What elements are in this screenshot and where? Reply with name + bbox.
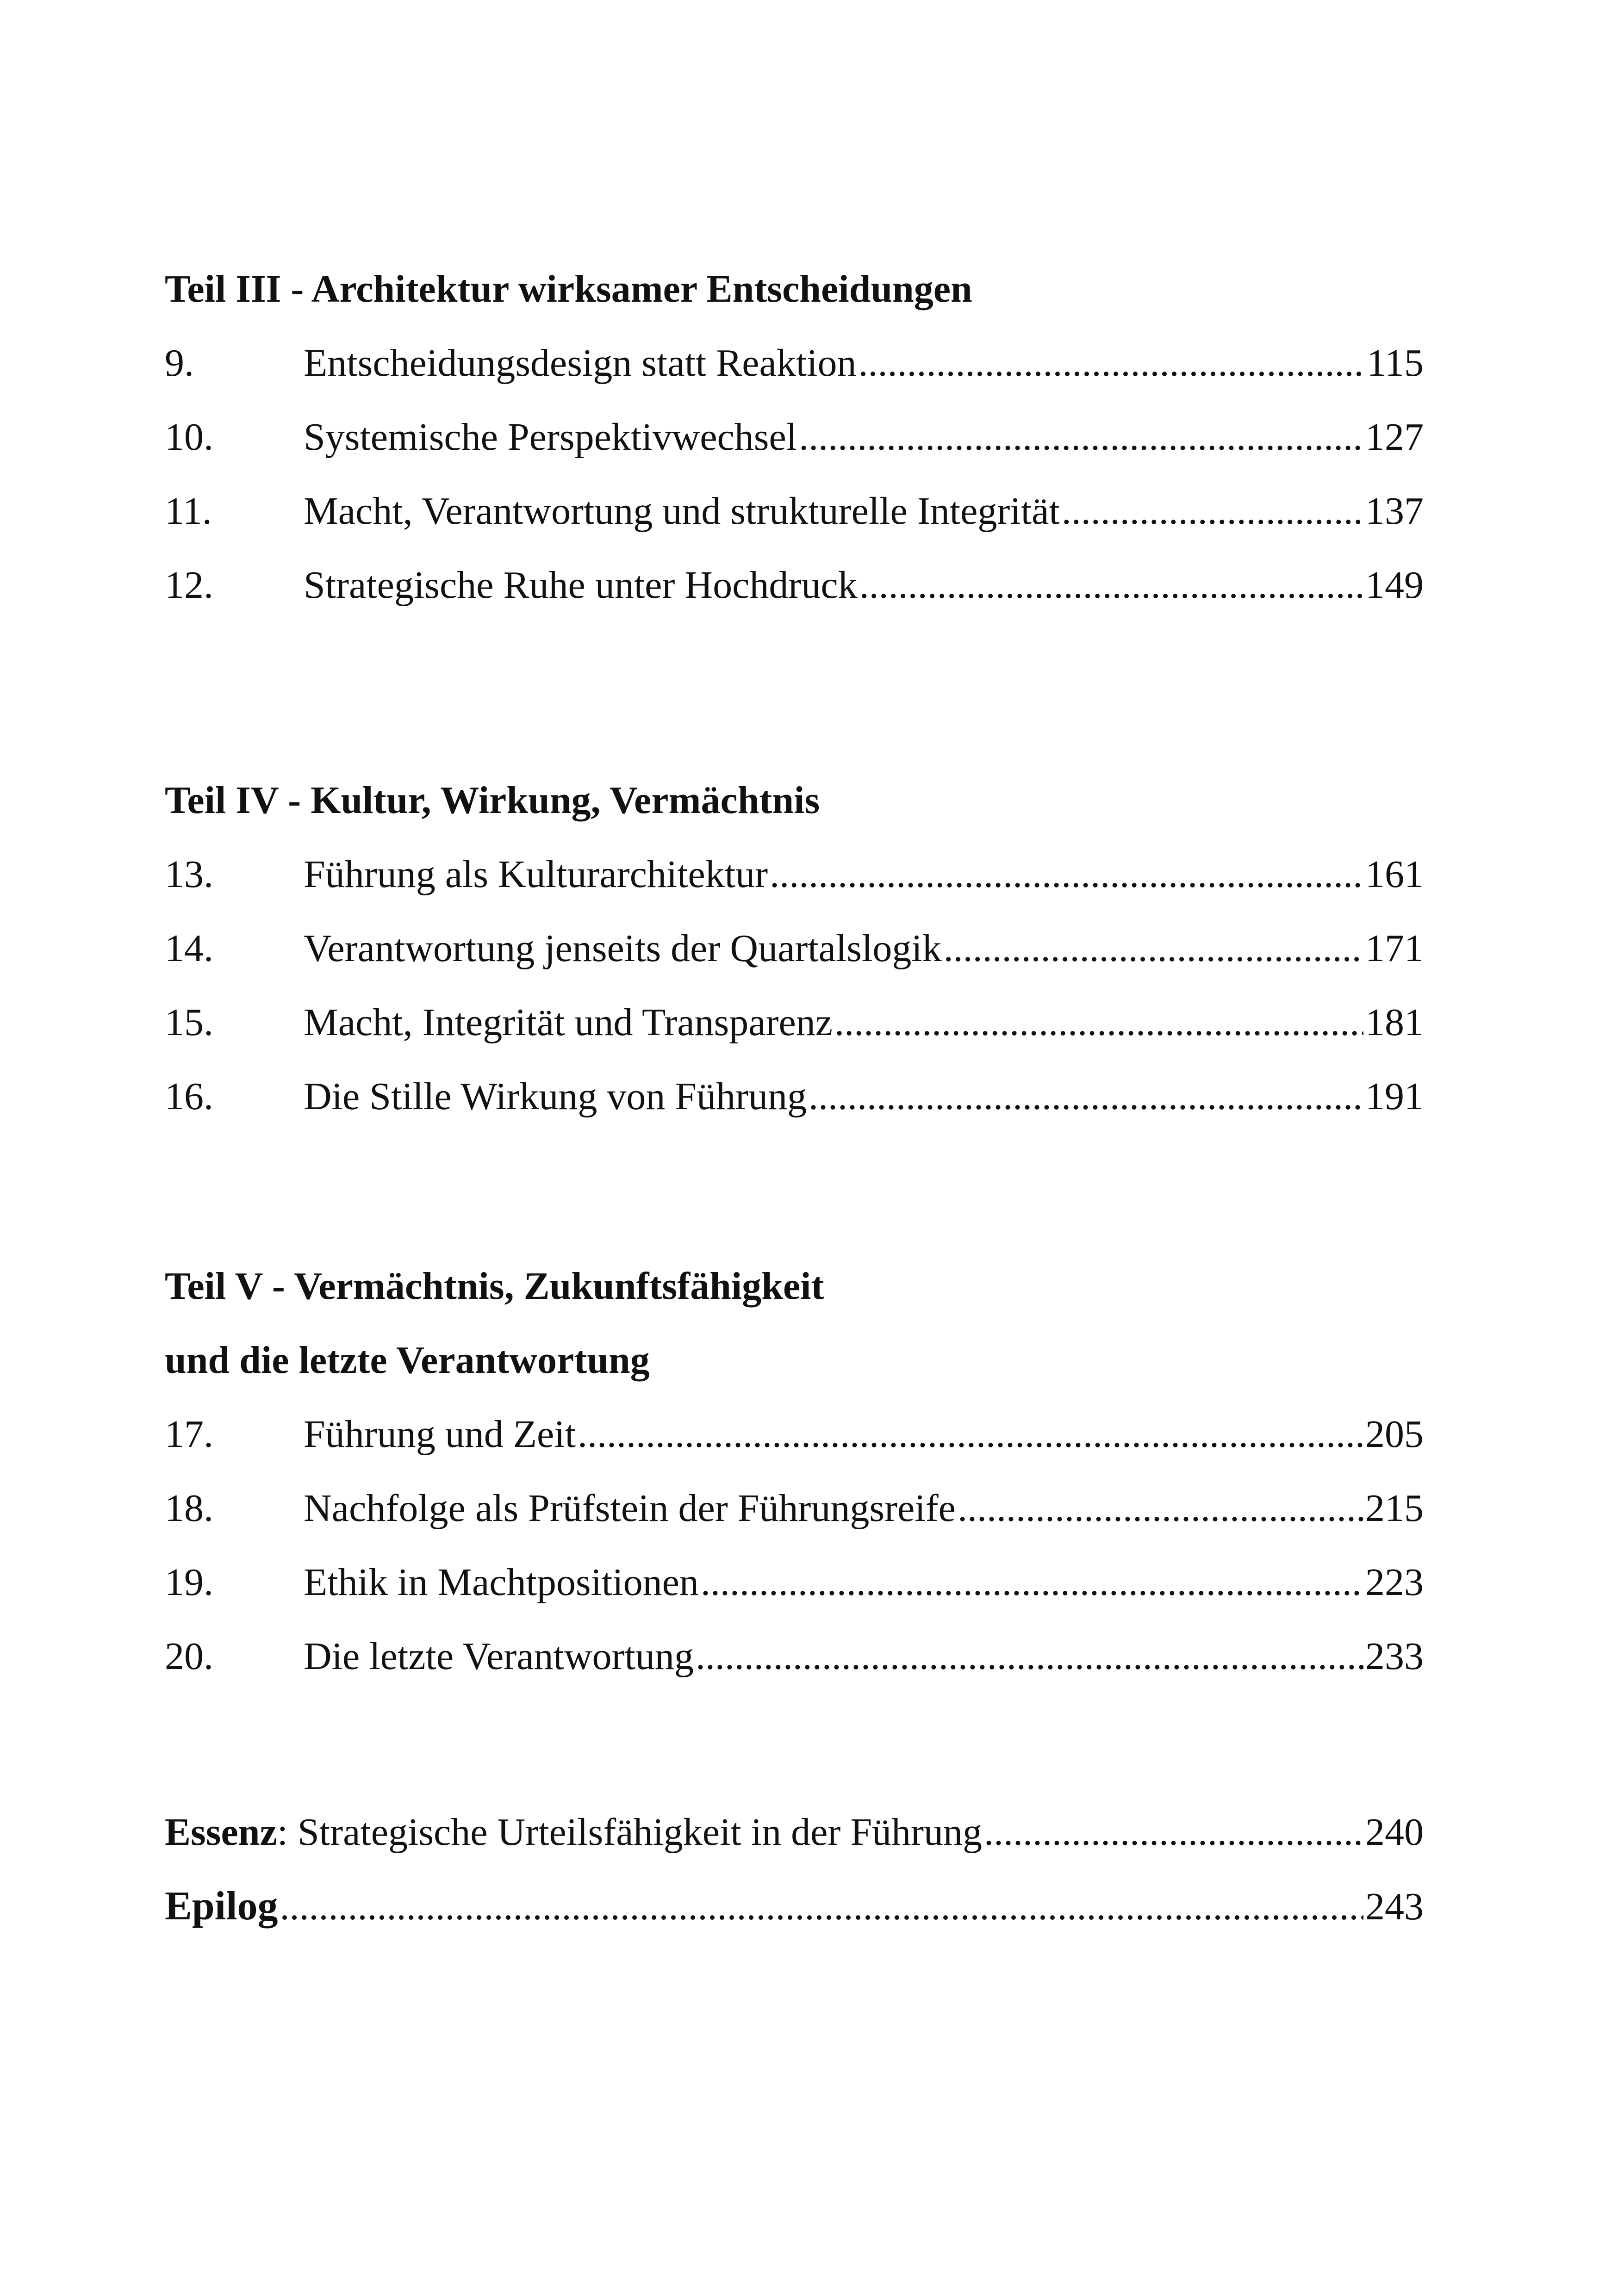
dot-leader [984, 1795, 1363, 1869]
page-number: 191 [1365, 1075, 1424, 1118]
section-heading: Teil IV - Kultur, Wirkung, Vermächtnis [165, 779, 820, 822]
page-number: 171 [1365, 927, 1424, 970]
dot-leader [859, 326, 1365, 400]
dot-leader [696, 1620, 1363, 1694]
dot-leader [834, 986, 1363, 1060]
chapter-number: 14. [165, 927, 213, 970]
page-number: 205 [1365, 1413, 1424, 1456]
chapter-number: 10. [165, 416, 213, 459]
page-number: 215 [1365, 1487, 1424, 1530]
section-heading: Teil V - Vermächtnis, Zukunftsfähigkeit [165, 1265, 824, 1308]
toc-section-4 [165, 763, 1424, 1134]
toc-entry[interactable] [165, 548, 1424, 622]
chapter-title: Entscheidungsdesign statt Reaktion [304, 341, 857, 385]
chapter-number: 18. [165, 1487, 213, 1530]
toc-entry[interactable] [165, 1545, 1424, 1620]
toc-section-5 [165, 1249, 1424, 1694]
chapter-number: 13. [165, 853, 213, 896]
chapter-title: Ethik in Machtpositionen [304, 1561, 699, 1604]
chapter-number: 16. [165, 1075, 213, 1118]
chapter-number: 9. [165, 341, 194, 385]
epilog-label: Epilog [165, 1884, 278, 1929]
chapter-title: Strategische Ruhe unter Hochdruck [304, 564, 858, 607]
dot-leader [859, 548, 1363, 622]
toc-entry[interactable] [165, 400, 1424, 474]
chapter-title: Die Stille Wirkung von Führung [304, 1075, 807, 1118]
page-number: 240 [1365, 1811, 1424, 1854]
toc-entry[interactable] [165, 1060, 1424, 1134]
page-number: 115 [1367, 341, 1424, 385]
toc-entry[interactable] [165, 912, 1424, 986]
dot-leader [799, 400, 1363, 474]
toc-entry-epilog[interactable] [165, 1869, 1424, 1944]
toc-entry[interactable] [165, 838, 1424, 912]
dot-leader [958, 1471, 1363, 1545]
chapter-title: Nachfolge als Prüfstein der Führungsreife [304, 1487, 956, 1530]
toc-entry[interactable] [165, 326, 1424, 400]
toc-entry-essenz[interactable] [165, 1795, 1424, 1869]
chapter-title: Macht, Verantwortung und strukturelle Integrität [304, 490, 1060, 533]
essenz-separator: : [277, 1811, 288, 1854]
toc-closing [165, 1795, 1424, 1944]
chapter-number: 20. [165, 1635, 213, 1678]
page-number: 161 [1365, 853, 1424, 896]
chapter-number: 19. [165, 1561, 213, 1604]
dot-leader [944, 912, 1363, 986]
toc-entry[interactable] [165, 1397, 1424, 1471]
chapter-title: Macht, Integrität und Transparenz [304, 1001, 833, 1044]
dot-leader [280, 1870, 1363, 1944]
dot-leader [770, 838, 1363, 912]
page-number: 181 [1365, 1001, 1424, 1044]
dot-leader [701, 1545, 1363, 1620]
essenz-entry [165, 1795, 982, 1869]
page-number: 233 [1365, 1635, 1424, 1678]
page-number: 127 [1365, 416, 1424, 459]
dot-leader [1062, 474, 1363, 548]
chapter-title: Führung als Kulturarchitektur [304, 853, 768, 896]
page-number: 243 [1365, 1885, 1424, 1928]
dot-leader [578, 1397, 1363, 1471]
toc-entry[interactable] [165, 1471, 1424, 1545]
toc-entry[interactable] [165, 986, 1424, 1060]
dot-leader [809, 1060, 1363, 1134]
section-heading: Teil III - Architektur wirksamer Entscheidungen [165, 267, 972, 310]
page-number: 149 [1365, 564, 1424, 607]
essenz-title: Strategische Urteilsfähigkeit in der Führung [288, 1811, 983, 1854]
page-number: 137 [1365, 490, 1424, 533]
chapter-number: 15. [165, 1001, 213, 1044]
essenz-label: Essenz [165, 1811, 277, 1854]
chapter-title: Verantwortung jenseits der Quartalslogik [304, 927, 942, 970]
toc-entry[interactable] [165, 1620, 1424, 1694]
chapter-title: Systemische Perspektivwechsel [304, 416, 797, 459]
chapter-title: Die letzte Verantwortung [304, 1635, 694, 1678]
chapter-number: 11. [165, 490, 212, 533]
toc-entry[interactable] [165, 474, 1424, 548]
chapter-title: Führung und Zeit [304, 1413, 576, 1456]
page-number: 223 [1365, 1561, 1424, 1604]
section-heading-continued: und die letzte Verantwortung [165, 1339, 650, 1382]
toc-section-3 [165, 252, 1424, 622]
chapter-number: 17. [165, 1413, 213, 1456]
chapter-number: 12. [165, 564, 213, 607]
